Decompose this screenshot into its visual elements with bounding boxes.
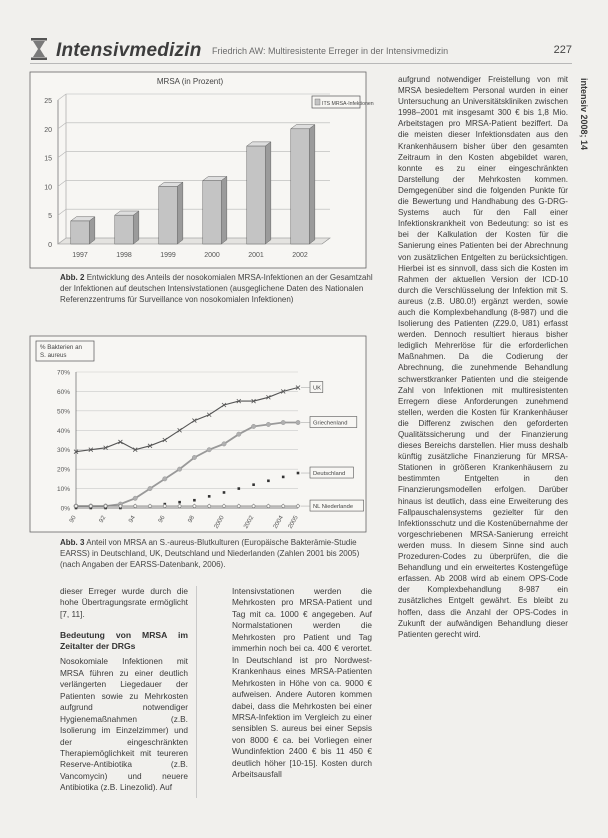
figure-2-bar-side <box>177 182 183 244</box>
figure-2-x-tick-label: 1997 <box>72 252 88 259</box>
figure-2-y-tick-label: 5 <box>48 213 52 221</box>
figure-3-point <box>208 495 211 498</box>
figure-2-x-tick-label: 2002 <box>292 252 308 259</box>
column-left-body: Nosokomiale Infektionen mit MRSA führen zu einer deutlich verlängerten Liegedauer der Patienten sowie zu Mehrkosten aufgrund notwendiger Hygienemaßnahmen (z.B. Isolierung im Einzelzimmer) und der eingeschränkten Therapiemöglichkeit mit teureren Reserve-Antibiotika (z.B. Vancomycin) und neuere Antibiotika (z.B. Linezolid). Auf <box>60 656 188 793</box>
column-middle-body: Intensivstationen werden die Mehrkosten pro MRSA-Patient und Tag mit ca. 1000 € angegeben. Auf Normalstationen werden die Mehrkosten pro Patient und Tag immerhin noch bei ca. 400 € verortet. In Deutschland ist pro Nordwest-Krankenhaus eines MRSA-Patienten Mehrkosten in Höhe von ca. 9000 € aufweisen. Andere Autoren kommen dabei, dass die Mehrkosten bei einer MRSA-Infektion im Vergleich zu einer sensiblen S. aureus bei einer Sepsis von 8000 € ca. bei Vorliegen einer Wundinfektion 2400 € bis 11 450 € deutlich höher [10-15]. Kosten durch Arbeitsausfall <box>232 586 372 780</box>
figure-2-bar-front <box>203 181 221 244</box>
figure-3-point <box>207 448 211 452</box>
figure-3-legend-label: Griechenland <box>313 420 348 427</box>
figure-3-point <box>237 432 241 436</box>
figure-2-x-tick-label: 1999 <box>160 252 176 259</box>
figure-3-point <box>177 467 181 471</box>
figure-3-point <box>252 483 255 486</box>
figure-2-y-tick-label: 10 <box>44 184 52 192</box>
figure-3-point <box>267 480 270 483</box>
figure-3-point <box>222 442 226 446</box>
figure-2-x-tick-label: 2000 <box>204 252 220 259</box>
figure-2-legend-swatch <box>315 99 320 105</box>
figure-2-caption <box>60 272 378 305</box>
figure-2-bar-side <box>309 125 315 244</box>
figure-2-bar-front <box>115 215 133 244</box>
figure-3-x-tick-label: 98 <box>186 514 197 524</box>
figure-3-point <box>297 472 300 475</box>
figure-2-bar-side <box>265 142 271 244</box>
figure-2-bar-front <box>291 129 309 244</box>
figure-3-y-tick-label: 30% <box>56 447 70 455</box>
figure-3-point <box>163 477 167 481</box>
figure-3-point <box>281 420 285 424</box>
figure-2-bar-front <box>159 186 177 244</box>
column-left-intro: dieser Erreger wurde durch die hohe Übertragungsrate ermöglicht [7, 11]. <box>60 586 188 619</box>
figure-2-bar-front <box>247 146 265 244</box>
figure-3-x-tick-label: 96 <box>157 514 167 524</box>
figure-2-bar-2000 <box>203 176 227 244</box>
figure-3-point <box>133 496 137 500</box>
figure-2-bar-1999 <box>159 182 183 244</box>
figure-2-bar-2001 <box>247 142 271 244</box>
figure-3-point <box>148 486 152 490</box>
figure-3-legend-2 <box>310 467 353 478</box>
figure-2-bar-2002 <box>291 125 315 244</box>
figure-3-line-chart <box>30 336 366 532</box>
figure-3-point <box>192 455 196 459</box>
figure-3-title-line-1: % Bakterien an <box>40 344 82 351</box>
figure-3-point <box>266 422 270 426</box>
figure-3-legend-label: Deutschland <box>313 471 346 478</box>
figure-2-y-tick-label: 0 <box>48 242 52 249</box>
figure-3-x-tick-label: 2000 <box>212 514 226 530</box>
vertical-journal-text: intensiv 2008; 14 <box>579 78 589 151</box>
column-right <box>398 74 568 802</box>
page-number: 227 <box>553 44 572 56</box>
figure-3-point <box>238 487 241 490</box>
figure-3-y-tick-label: 70% <box>56 369 70 377</box>
figure-3-y-tick-label: 0% <box>60 505 70 513</box>
figure-3-title-line-2: S. aureus <box>40 352 67 359</box>
figure-3-legend-label: NL Niederlande <box>313 504 354 511</box>
section-heading: Bedeutung von MRSA im Zeitalter der DRGs <box>60 630 188 652</box>
hourglass-logo-icon <box>30 38 48 60</box>
figure-3-caption-text: Anteil von MRSA an S.-aureus-Blutkulturen (Europäische Bakterämie-Studie EARSS) in Deutschland, UK, Deutschland und Niederlanden (Zahlen 2001 bis 2005) (nach Angaben der EARSS-Datenbank, 2006). <box>60 538 360 569</box>
figure-2-bar-side <box>221 176 227 244</box>
figure-3-x-tick-label: 90 <box>68 514 78 524</box>
figure-2-bar-1998 <box>115 211 139 244</box>
figure-3-caption <box>60 537 378 570</box>
figure-3-legend-1 <box>310 417 357 428</box>
column-middle <box>232 586 372 781</box>
figure-3-point <box>193 499 196 502</box>
figure-2-bar-side <box>133 211 139 244</box>
figure-2-bar-side <box>89 217 95 244</box>
figure-3-x-tick-label: 2004 <box>271 514 285 530</box>
figure-2-y-tick-label: 25 <box>44 98 52 105</box>
running-title: Friedrich AW: Multiresistente Erreger in der Intensivmedizin <box>212 46 449 56</box>
figure-3-point <box>178 501 181 504</box>
figure-2-y-tick-label: 20 <box>44 126 52 134</box>
figure-3-legend-3 <box>310 500 364 511</box>
header-rule <box>30 63 572 64</box>
figure-2-y-tick-label: 15 <box>44 155 52 163</box>
figure-3-x-tick-label: 92 <box>97 514 108 524</box>
figure-3-y-tick-label: 40% <box>56 427 70 435</box>
column-right-body: aufgrund notwendiger Freistellung von mit MRSA besiedeltem Personal wurden in einer Untersuchung an Universitätskliniken zwischen 1998–2001 mit insgesamt 300 € bis 1,8 Mio. Arbeitstagen pro MRSA-Patient beziffert. Da die meisten dieser Infektionsdaten aus den Krankenhäusern bisher über den gesamten Zeitraum in den Kosten abgebildet waren, konnte es zu einer eingeschränkten Darstellung der Mehrkosten kommen. Demgegenüber sind die folgenden Punkte für die Bewertung und Handhabung des G-DRG-Systems auch für den Fall einer Infektionskrankheit von Bedeutung: so ist es bei der Kalkulation der Kosten für die Sanierung eines Patienten bei der Abrechnung von zusätzlichen Entgelten zu berücksichtigen. Hierbei ist es sinnvoll, dass sich die Kosten im Rahmen der aktuellen Version der ICD-10 durch die Verschlüsselung der Infektion mit S. aureus (z.B. U80.0!) ergänzt werden, sowie auch die Komplexbehandlung (8-987) und die Isolierung des Patienten (Z29.0, U81) erfasst werden. Dennoch resultiert hieraus bisher lediglich Mehrerlöse für die erforderlichen Maßnahmen. Da die Codierung der Abrechnung, die zunehmende Behandlung schwerstkranker Patienten und die steigende Zahl von Infektionen mit multiresistenten Erregern diese Anforderungen zunehmend stellen, werden die Kosten für Krankenhäuser die Differenz zwischen den geforderten Qualitätssicherung und der Finanzierung dieses Bereichs darstellen. Hier muss deshalb künftig zusätzliche Finanzierung für MRSA-Stationen in größeren Krankenhäusern zu bestimmten Entgelten in den Finanzierungsmodellen erfolgen. Darüber hinaus ist deutlich, dass eine Erweiterung des Fallpauschalensystems gezielter für den Infektionsschutz und die Kostenübernahme der vorgeschriebenen MRSA-Sanierung erreicht werden muss. In diesem Sinne sind auch Prozeduren-Codes zu überprüfen, die die Behandlung und ein erweitertes Kostengefüge erfassen. Ab 2008 wird ab einem OPS-Code der Komplexbehandlung 8-987 ein zusätzliches Entgelt gewährt. Es bleibt zu hoffen, dass die Anzahl der OPS-Codes in Zukunft der aufwändigen Behandlung dieser Patienten gerecht wird. <box>398 75 568 639</box>
figure-2-floor <box>58 238 330 244</box>
column-divider <box>196 586 197 798</box>
figure-3-legend-0 <box>310 382 323 393</box>
column-left <box>60 586 188 794</box>
figure-2-title: MRSA (in Prozent) <box>156 77 224 86</box>
figure-2-caption-text: Entwicklung des Anteils der nosokomialen MRSA-Infektionen an der Gesamtzahl der Infektionen auf deutschen Intensivstationen (ausgeglichene Daten des Nationalen Referenzzentrums für Surveillance von nosokomialen Infektionen) <box>60 273 373 304</box>
figure-3-y-tick-label: 20% <box>56 466 70 474</box>
figure-3-x-tick-label: 2005 <box>286 514 300 530</box>
figure-2-bar-chart <box>30 72 374 268</box>
figure-3-point <box>251 424 255 428</box>
figure-3-point <box>223 491 226 494</box>
figure-3-y-tick-label: 10% <box>56 486 70 494</box>
magazine-title: Intensivmedizin <box>56 40 202 61</box>
figure-2-x-tick-label: 2001 <box>248 252 264 259</box>
figure-3-y-tick-label: 60% <box>56 388 70 396</box>
figure-2-legend-label: ITS MRSA-Infektionen <box>322 101 374 107</box>
vertical-journal-label <box>573 78 593 188</box>
figure-3-legend-label: UK <box>313 385 322 392</box>
figure-3-caption-label: Abb. 3 <box>60 538 85 547</box>
figure-2-x-tick-label: 1998 <box>116 252 132 259</box>
figure-3-x-tick-label: 2002 <box>242 514 256 530</box>
figure-3-title-box <box>36 341 94 361</box>
figure-2-bar-front <box>71 221 89 244</box>
figure-2-caption-label: Abb. 2 <box>60 273 85 282</box>
figure-3-point <box>296 420 300 424</box>
figure-3-point <box>282 476 285 479</box>
figure-2-bar-1997 <box>71 217 95 244</box>
figure-3-y-tick-label: 50% <box>56 408 70 416</box>
figure-3-x-tick-label: 94 <box>127 514 137 524</box>
